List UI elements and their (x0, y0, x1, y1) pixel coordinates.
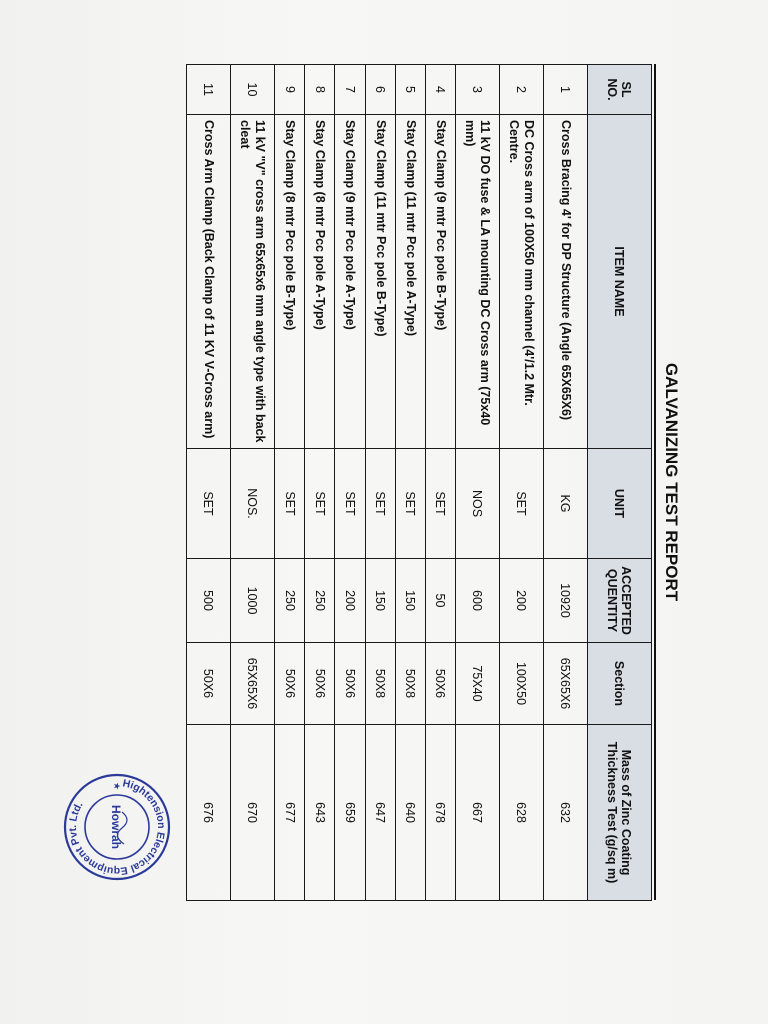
cell-unit: SET (275, 449, 305, 559)
stamp-star-icon: ★ (111, 782, 121, 791)
header-item-name: ITEM NAME (588, 115, 652, 449)
cell-item: Cross Arm Clamp (Back Clamp of 11 KV V-Cross arm) (187, 115, 231, 449)
table-row (365, 65, 395, 901)
table-row (187, 65, 231, 901)
galvanizing-table (186, 64, 652, 901)
cell-unit: NOS. (231, 449, 275, 559)
cell-section: 75X40 (456, 643, 500, 725)
stamp-center-text: Howrah (109, 804, 123, 850)
cell-qty: 500 (187, 559, 231, 643)
cell-sl: 11 (187, 65, 231, 115)
table-header-row (588, 65, 652, 901)
cell-mass: 647 (365, 725, 395, 901)
cell-section: 100X50 (500, 643, 544, 725)
table-row (231, 65, 275, 901)
table-row (425, 65, 455, 901)
cell-mass: 643 (305, 725, 335, 901)
stamp-seal-icon (62, 772, 172, 882)
title-divider (654, 64, 656, 900)
cell-item: DC Cross arm of 100X50 mm channel (4'/1.2 Mtr. Centre. (500, 115, 544, 449)
cell-unit: SET (395, 449, 425, 559)
cell-item: Stay Clamp (8 mtr Pcc pole A-Type) (305, 115, 335, 449)
cell-item: 11 kV DO fuse & LA mounting DC Cross arm (75x40 mm) (456, 115, 500, 449)
table-row (500, 65, 544, 901)
cell-qty: 250 (275, 559, 305, 643)
table-row (544, 65, 588, 901)
cell-qty: 10920 (544, 559, 588, 643)
cell-unit: SET (425, 449, 455, 559)
cell-mass: 678 (425, 725, 455, 901)
company-stamp (62, 772, 172, 882)
cell-section: 50X8 (395, 643, 425, 725)
cell-item: Stay Clamp (9 mtr Pcc pole A-Type) (335, 115, 365, 449)
cell-sl: 5 (395, 65, 425, 115)
cell-qty: 150 (365, 559, 395, 643)
cell-qty: 600 (456, 559, 500, 643)
header-accepted-quantity: ACCEPTED QUENTITY (588, 559, 652, 643)
cell-mass: 640 (395, 725, 425, 901)
cell-mass: 676 (187, 725, 231, 901)
cell-section: 50X6 (187, 643, 231, 725)
cell-item: Stay Clamp (11 mtr Pcc pole B-Type) (365, 115, 395, 449)
cell-item: Cross Bracing 4' for DP Structure (Angle 65X65X6) (544, 115, 588, 449)
cell-section: 50X8 (365, 643, 395, 725)
header-mass-zinc: Mass of Zinc Coating Thickness Test (g/sq m) (588, 725, 652, 901)
cell-mass: 659 (335, 725, 365, 901)
cell-section: 65X65X6 (544, 643, 588, 725)
cell-qty: 1000 (231, 559, 275, 643)
header-sl-no: SL NO. (588, 65, 652, 115)
report-title: GALVANIZING TEST REPORT (662, 362, 681, 602)
header-section: Section (588, 643, 652, 725)
cell-section: 50X6 (335, 643, 365, 725)
table-row (456, 65, 500, 901)
cell-sl: 9 (275, 65, 305, 115)
cell-sl: 3 (456, 65, 500, 115)
cell-mass: 677 (275, 725, 305, 901)
cell-unit: SET (335, 449, 365, 559)
cell-sl: 6 (365, 65, 395, 115)
cell-sl: 4 (425, 65, 455, 115)
cell-qty: 50 (425, 559, 455, 643)
cell-section: 50X6 (305, 643, 335, 725)
cell-qty: 150 (395, 559, 425, 643)
cell-unit: SET (500, 449, 544, 559)
cell-sl: 10 (231, 65, 275, 115)
cell-sl: 7 (335, 65, 365, 115)
cell-qty: 200 (335, 559, 365, 643)
stamp-ring-text: Hightension Electrical Equipment Pvt. Ltd. (66, 777, 168, 878)
cell-sl: 8 (305, 65, 335, 115)
header-unit: UNIT (588, 449, 652, 559)
cell-sl: 2 (500, 65, 544, 115)
table-row (395, 65, 425, 901)
cell-item: Stay Clamp (11 mtr Pcc pole A-Type) (395, 115, 425, 449)
cell-item: Stay Clamp (9 mtr Pcc pole B-Type) (425, 115, 455, 449)
table-row (275, 65, 305, 901)
cell-unit: NOS (456, 449, 500, 559)
cell-unit: SET (305, 449, 335, 559)
cell-unit: SET (365, 449, 395, 559)
cell-item: 11 kV "V" cross arm 65x65x6 mm angle type with back cleat (231, 115, 275, 449)
cell-mass: 628 (500, 725, 544, 901)
cell-sl: 1 (544, 65, 588, 115)
cell-mass: 670 (231, 725, 275, 901)
table-row (305, 65, 335, 901)
rotated-report (186, 64, 686, 900)
cell-mass: 632 (544, 725, 588, 901)
table-row (335, 65, 365, 901)
cell-qty: 250 (305, 559, 335, 643)
cell-mass: 667 (456, 725, 500, 901)
cell-unit: KG (544, 449, 588, 559)
cell-qty: 200 (500, 559, 544, 643)
cell-section: 65X65X6 (231, 643, 275, 725)
cell-section: 50X6 (275, 643, 305, 725)
cell-item: Stay Clamp (8 mtr Pcc pole B-Type) (275, 115, 305, 449)
cell-section: 50X6 (425, 643, 455, 725)
cell-unit: SET (187, 449, 231, 559)
report-container (186, 64, 686, 900)
